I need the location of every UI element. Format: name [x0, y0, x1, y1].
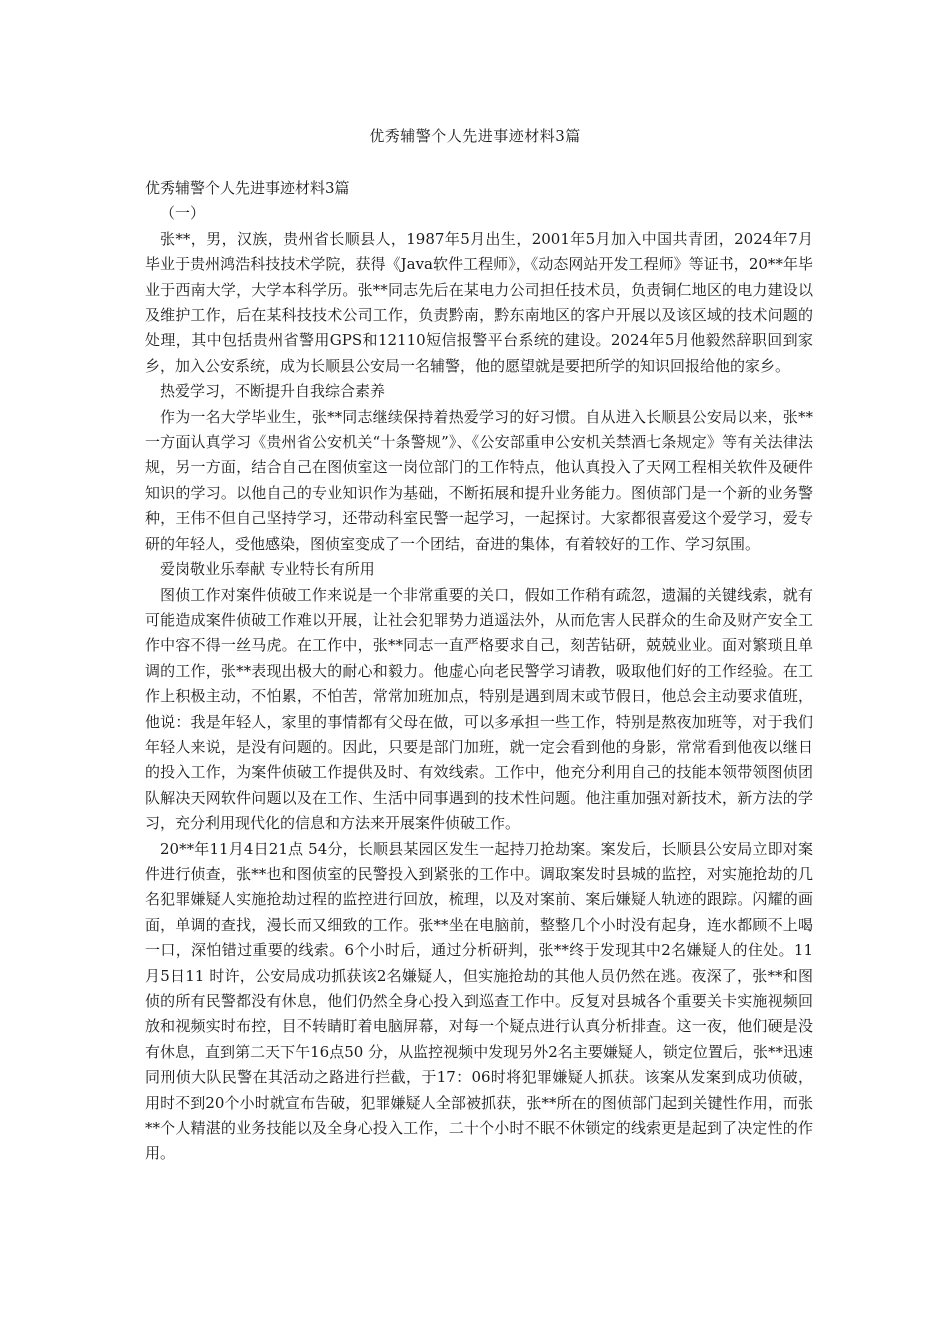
paragraph-dedication: 图侦工作对案件侦破工作来说是一个非常重要的关口，假如工作稍有疏忽，遗漏的关键线索，就有可能造成案件侦破工作难以开展，让社会犯罪势力逍遥法外，从而危害人民群众的生命及财产安全工作中容不得一丝马虎。在工作中，张**同志一直严格要求自己，刻苦钻研，兢兢业业。面对繁琐且单调的工作，张**表现出极大的耐心和毅力。他虚心向老民警学习请教，吸取他们好的工作经验。在工作上积极主动，不怕累，不怕苦，常常加班加点，特别是遇到周末或节假日，他总会主动要求值班，他说：我是年轻人，家里的事情都有父母在做，可以多承担一些工作，特别是熬夜加班等，对于我们年轻人来说，是没有问题的。因此，只要是部门加班，就一定会看到他的身影，常常看到他夜以继日的投入工作，为案件侦破工作提供及时、有效线索。工作中，他充分利用自己的技能本领带领图侦团队解决天网软件问题以及在工作、生活中同事遇到的技术性问题。他注重加强对新技术，新方法的学习，充分利用现代化的信息和方法来开展案件侦破工作。: [145, 585, 813, 833]
section-heading-study: 热爱学习，不断提升自我综合素养: [160, 382, 386, 401]
paragraph-intro: 张**，男，汉族，贵州省长顺县人，1987年5月出生，2001年5月加入中国共青团，2024年7月毕业于贵州鸿浩科技技术学院，获得《Java软件工程师》，《动态网站开发工程师》等证书，20**年毕业于西南大学，大学本科学历。张**同志先后在某电力公司担任技术员，负责铜仁地区的电力建设以及维护工作，后在某科技技术公司工作，负责黔南，黔东南地区的客户开展以及该区域的技术问题的处理，其中包括贵州省警用GPS和12110短信报警平台系统的建设。2024年5月他毅然辞职回到家乡，加入公安系统，成为长顺县公安局一名辅警，他的愿望就是要把所学的知识回报给他的家乡。: [145, 229, 813, 375]
document-subtitle: 优秀辅警个人先进事迹材料3篇: [145, 179, 350, 197]
section-heading-dedication: 爱岗敬业乐奉献 专业特长有所用: [160, 560, 375, 579]
document-body: [145, 176, 813, 1167]
section-marker: （一）: [160, 204, 206, 223]
document-title: 优秀辅警个人先进事迹材料3篇: [369, 127, 581, 145]
paragraph-case: 20**年11月4日21点 54分，长顺县某园区发生一起持刀抢劫案。案发后，长顺县公安局立即对案件进行侦查，张**也和图侦室的民警投入到紧张的工作中。调取案发时县城的监控，对实施抢劫的几名犯罪嫌疑人实施抢劫过程的监控进行回放，梳理，以及对案前、案后嫌疑人轨迹的跟踪。闪耀的画面，单调的查找，漫长而又细致的工作。张**坐在电脑前，整整几个小时没有起身，连水都顾不上喝一口，深怕错过重要的线索。6个小时后，通过分析研判，张**终于发现其中2名嫌疑人的住处。11月5日11 时许，公安局成功抓获该2名嫌疑人，但实施抢劫的其他人员仍然在逃。夜深了，张**和图侦的所有民警都没有休息，他们仍然全身心投入到巡查工作中。反复对县城各个重要关卡实施视频回放和视频实时布控，目不转睛盯着电脑屏幕，对每一个疑点进行认真分析排查。这一夜，他们硬是没有休息，直到第二天下午16点50 分，从监控视频中发现另外2名主要嫌疑人，锁定位置后，张**迅速同刑侦大队民警在其活动之路进行拦截，于17：06时将犯罪嫌疑人抓获。该案从发案到成功侦破，用时不到20个小时就宣布告破，犯罪嫌疑人全部被抓获，张**所在的图侦部门起到关键性作用，而张**个人精湛的业务技能以及全身心投入工作，二十个小时不眠不休锁定的线索更是起到了决定性的作用。: [145, 839, 813, 1163]
paragraph-study: 作为一名大学毕业生，张**同志继续保持着热爱学习的好习惯。自从进入长顺县公安局以来，张**一方面认真学习《贵州省公安机关“十条警规”》、《公安部重申公安机关禁酒七条规定》等有关法律法规，另一方面，结合自己在图侦室这一岗位部门的工作特点，他认真投入了天网工程相关软件及硬件知识的学习。以他自己的专业知识作为基础，不断拓展和提升业务能力。图侦部门是一个新的业务警种，王伟不但自己坚持学习，还带动科室民警一起学习，一起探讨。大家都很喜爱这个爱学习，爱专研的年轻人，受他感染，图侦室变成了一个团结，奋进的集体，有着较好的工作、学习氛围。: [145, 407, 813, 553]
